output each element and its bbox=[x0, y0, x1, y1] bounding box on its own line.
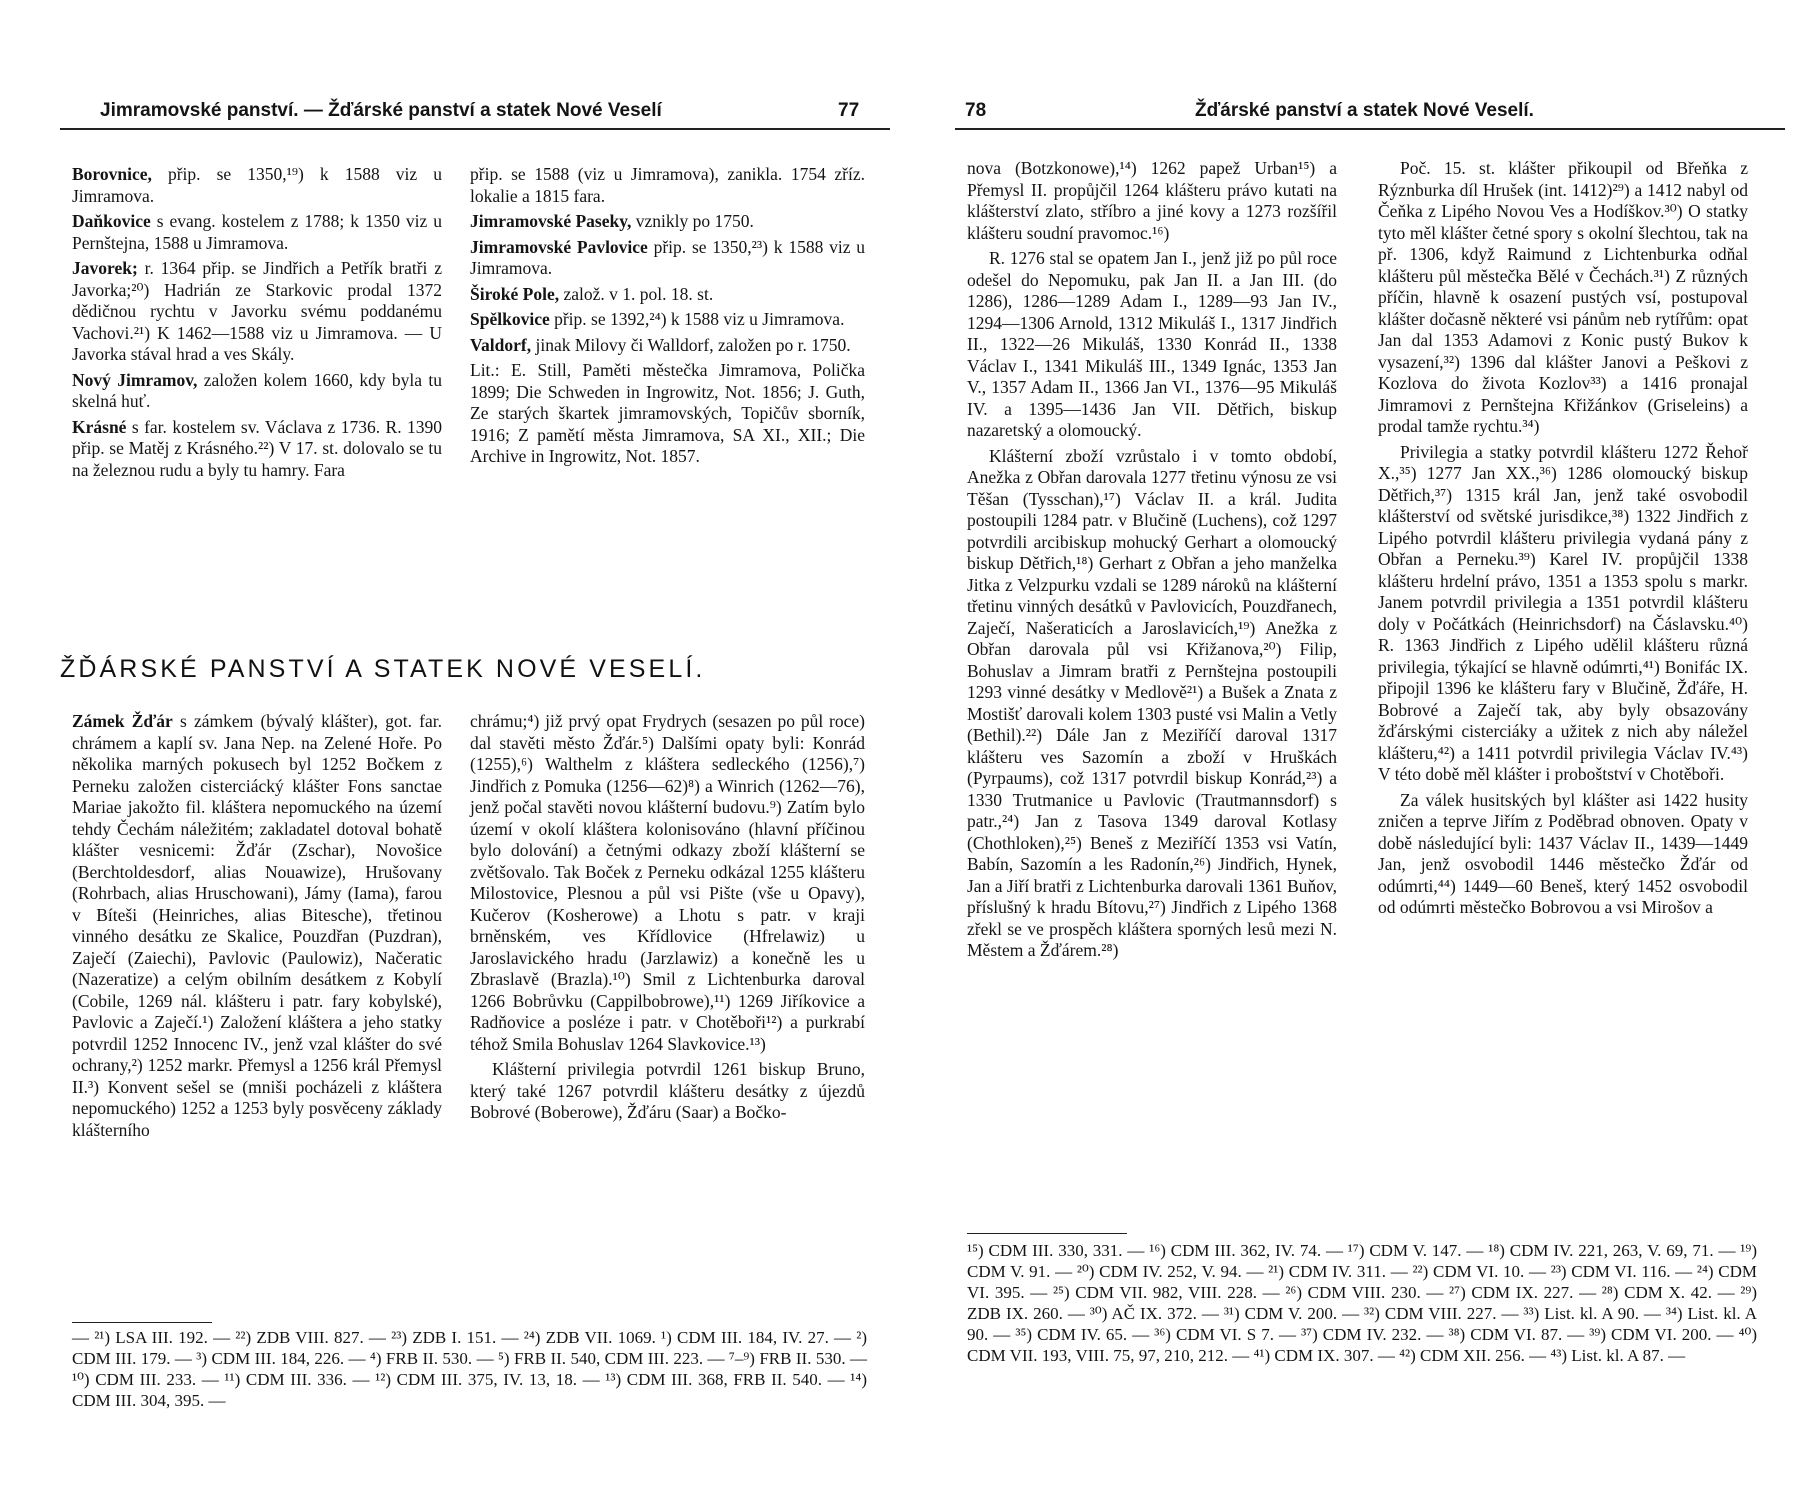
right-page bbox=[905, 0, 1810, 1500]
footnotes-right: ¹⁵) CDM III. 330, 331. — ¹⁶) CDM III. 362, IV. 74. — ¹⁷) CDM V. 147. — ¹⁸) CDM IV. 221, 263, V. 69, 71. — ¹⁹) CDM V. 91. — ²⁰) CDM IV. 252, V. 94. — ²¹) CDM IV. 311. — ²²) CDM VI. 10. — ²³) CDM VI. 116. — ²⁴) CDM VI. 395. — ²⁵) CDM VII. 982, VIII. 228. — ²⁶) CDM VIII. 230. — ²⁷) CDM IX. 227. — ²⁸) CDM X. 42. — ²⁹) ZDB IX. 260. — ³⁰) AČ IX. 372. — ³¹) CDM V. 200. — ³²) CDM VIII. 227. — ³³) List. kl. A 90. — ³⁴) List. kl. A 90. — ³⁵) CDM IV. 65. — ³⁶) CDM VI. S 7. — ³⁷) CDM IV. 232. — ³⁸) CDM VI. 87. — ³⁹) CDM VI. 200. — ⁴⁰) CDM VII. 193, VIII. 75, 97, 210, 212. — ⁴¹) CDM IX. 307. — ⁴²) CDM XII. 256. — ⁴³) List. kl. A 87. — bbox=[967, 1241, 1757, 1365]
column-right-1 bbox=[967, 158, 1337, 966]
paragraph bbox=[967, 446, 1337, 962]
footnotes-left: — ²¹) LSA III. 192. — ²²) ZDB VIII. 827. — ²³) ZDB I. 151. — ²⁴) ZDB VII. 1069. ¹) CDM III. 184, IV. 27. — ²) CDM III. 179. — ³) CDM III. 184, 226. — ⁴) FRB II. 530. — ⁵) FRB II. 540, CDM III. 223. — ⁷–⁹) FRB II. 530. — ¹⁰) CDM III. 233. — ¹¹) CDM III. 336. — ¹²) CDM III. 375, IV. 13, 18. — ¹³) CDM III. 368, FRB II. 540. — ¹⁴) CDM III. 304, 395. — bbox=[72, 1328, 867, 1410]
entry-text: Za válek husitských byl klášter asi 1422 husity zničen a teprve Jiřím z Poděbrad obnoven. Opaty v době následující byli: 1437 Václav II., 1439—1449 Jan, jenž osvobodil 1446 městečko Žďár od odúmrti,⁴⁴) 1449—60 Beneš, který 1452 osvobodil od odúmrti městečko Bobrovou a vsi Mirošov a bbox=[1378, 789, 1748, 917]
entry-text: přip. se 1350,¹⁹) k 1588 viz u Jimramova. bbox=[72, 164, 442, 206]
entry-text: jinak Milovy či Walldorf, založen po r. 1750. bbox=[531, 334, 851, 355]
entry-heading: Valdorf, bbox=[470, 334, 532, 355]
footnote-rule bbox=[967, 1233, 1127, 1234]
entry-heading: Spělkovice bbox=[470, 309, 550, 329]
column-left-2 bbox=[470, 164, 865, 472]
footnote-rule bbox=[72, 1322, 212, 1323]
entry-text: Privilegia a statky potvrdil klášteru 1272 Řehoř X.,³⁵) 1277 Jan XX.,³⁶) 1286 olomoucký biskup Dětřich,³⁷) 1315 král Jan, jenž také osvobodil klášterství od světské jurisdikce,³⁸) 1322 Jindřich z Lipého potvrdil klášteru privilegia vydaná pány z Obřan a Perneku.³⁹) Karel IV. propůjčil 1338 klášteru hrdelní právo, 1351 a 1353 spolu s markr. Janem potvrdil privilegia a 1351 potvrdil klášteru doly v Počátkách (Heinrichsdorf) na Čáslavsku.⁴⁰) R. 1363 Jindřich z Lipého udělil klášteru různá privilegia, týkající se hlavně odúmrti,⁴¹) Bonifác IX. připojil 1396 ke klášteru fary v Blučině, Žďáře, H. Bobrové a Zaječí tak, aby byly obsazovány žďárskými cisterciáky a užitek z nich aby náležel klášteru,⁴²) a 1411 potvrdil privilegia Václav IV.⁴³) V této době měl klášter i proboštství v Chotěboři. bbox=[1378, 441, 1748, 784]
column-right-2 bbox=[1378, 158, 1748, 923]
entry-text: R. 1276 stal se opatem Jan I., jenž již po půl roce odešel do Nepomuku, pak Jan II. a Jan III. (do 1286), 1286—1289 Adam I., 1289—93 Jan IV., 1294—1306 Arnold, 1312 Mikuláš I., 1317 Jindřich II., 1322—26 Mikuláš, 1330 Konrád II., 1338 Václav I., 1341 Mikuláš III., 1349 Ignác, 1353 Jan V., 1357 Adam II., 1366 Jan VI., 1376—95 Mikuláš IV. a 1395—1436 Jan VII. Dětřich, biskup nazaretský a olomoucký. bbox=[967, 248, 1337, 440]
entry-heading: Borovnice, bbox=[72, 164, 152, 184]
entry-text: nova (Botzkonowe),¹⁴) 1262 papež Urban¹⁵) a Přemysl II. propůjčil 1264 klášteru právo kutati na klášterství zlato, stříbro a jiné kovy a 1273 rozšířil klášteru soudní pravomoc.¹⁶) bbox=[967, 158, 1337, 243]
paragraph bbox=[72, 370, 442, 413]
entry-text: s evang. kostelem z 1788; k 1350 viz u Pernštejna, 1588 u Jimramova. bbox=[72, 211, 442, 253]
entry-text: přip. se 1392,²⁴) k 1588 viz u Jimramova. bbox=[549, 309, 845, 329]
paragraph bbox=[72, 711, 442, 1141]
entry-text: založen kolem 1660, kdy byla tu skelná huť. bbox=[72, 369, 442, 411]
running-header-left: Jimramovské panství. — Žďárské panství a statek Nové Veselí bbox=[100, 100, 662, 121]
paragraph bbox=[967, 158, 1337, 244]
paragraph bbox=[470, 335, 865, 357]
entry-heading: Nový Jimramov, bbox=[72, 369, 198, 390]
entry-text: vznikly po 1750. bbox=[631, 211, 754, 231]
paragraph bbox=[470, 1059, 865, 1124]
paragraph bbox=[470, 711, 865, 1055]
entry-text: s far. kostelem sv. Václava z 1736. R. 1390 přip. se Matěj z Krásného.²²) V 17. st. dolovalo se tu na železnou rudu a byly tu hamry. Fara bbox=[72, 416, 442, 480]
paragraph bbox=[470, 164, 865, 207]
paragraph bbox=[1378, 442, 1748, 786]
entry-text: Lit.: E. Still, Paměti městečka Jimramova, Polička 1899; Die Schweden in Ingrowitz, Not. 1856; J. Guth, Ze starých škartek jimramovských, Topičův sborník, 1916; Z pamětí města Jimramova, SA XI., XII.; Die Archive in Ingrowitz, Not. 1857. bbox=[470, 360, 865, 466]
paragraph bbox=[1378, 158, 1748, 438]
entry-text: Poč. 15. st. klášter přikoupil od Břeňka z Rýznburka díl Hrušek (int. 1412)²⁹) a 1412 nabyl od Čeňka z Lipého Novou Ves a Hodíškov.³⁰) O statky tyto měl klášter četné spory s okolní šlechtou, tak na př. 1306, když Raimund z Lichtenburka odňal klášteru půl městečka Bělé v Čechách.³¹) Z různých příčin, hlavně k osazení pustých vsí, postupoval klášter dočasně některé vsi pánům neb rytířům: opat Jan dal 1353 Adamovi z Konic pustý Bukov k vysazení,³²) 1396 dal klášter Janovi a Peškovi z Kozlova do života Kozlov³³) a 1416 pronajal Jimramovi z Pernštejna Křižánkov (Griseleins) a prodal tamže rychtu.³⁴) bbox=[1378, 158, 1748, 436]
entry-text: přip. se 1588 (viz u Jimramova), zanikla. 1754 zříz. lokalie a 1815 fara. bbox=[470, 164, 865, 206]
entry-text: s zámkem (bývalý klášter), got. far. chrámem a kaplí sv. Jana Nep. na Zelené Hoře. Po několika marných pokusech byl 1252 Bočkem z Perneku založen cisterciácký klášter Fons sanctae Mariae jakožto fil. kláštera nepomuckého na území tehdy Čechám náležitém; zakladatel dotoval bohatě klášter vesnicemi: Žďár (Zschar), Novošice (Berchtoldesdorf, alias Nouawize), Hrušovany (Rohrbach, alias Hruschowani), Jámy (Iama), farou v Bíteši (Heinriches, alias Bitesche), třetinou vinného desátku ze Skalice, Pouzdřan (Puzdran), Zaječí (Zaiechi), Pavlovic (Paulowiz), Načeratic (Nazeratize) a celým obilním desátkem z Kobylí (Cobile, 1269 nál. klášteru i patr. fary kobylské), Pavlovic a Zaječí.¹) Založení kláštera a jeho statky potvrdil 1252 Innocenc IV., jenž vzal klášter do své ochrany,²) 1252 markr. Přemysl a 1256 král Přemysl II.³) Konvent sešel se (mniši pocházeli z kláštera nepomuckého) 1252 a 1253 byly posvěceny základy klášterního bbox=[72, 711, 442, 1140]
entry-text: r. 1364 přip. se Jindřich a Petřík bratři z Javorka;²⁰) Hadrián ze Starkovic prodal 1372 dědičnou rychtu v Javorku svému poddanému Vachovi.²¹) K 1462—1588 viz u Jimramova. — U Javorka stával hrad a ves Skály. bbox=[72, 258, 442, 364]
entry-heading: Krásné bbox=[72, 416, 127, 437]
entry-heading: Zámek Žďár bbox=[72, 711, 173, 731]
paragraph bbox=[967, 248, 1337, 442]
entry-text: založ. v 1. pol. 18. st. bbox=[559, 283, 714, 304]
column-left-3 bbox=[72, 711, 442, 1145]
page-number-77: 77 bbox=[838, 100, 860, 121]
paragraph bbox=[470, 237, 865, 280]
entry-heading: Daňkovice bbox=[72, 211, 151, 231]
entry-text: Klášterní zboží vzrůstalo i v tomto období, Anežka z Obřan darovala 1277 třetinu výnosu ze vsi Těšan (Tysschan),¹⁷) Václav II. a král. Judita postoupili 1284 patr. v Blučině (Luchens), což 1297 potvrdili arcibiskup mohucký Gerhart a olomoucký biskup Dětřich,¹⁸) Gerhart z Obřan a jeho manželka Jitka z Velzpurku vzdali se 1289 nároků na klášterní třetinu vinných desátků v Pavlovicích, Pouzdřanech, Zaječí, Našeraticích a Jaroslavicích,¹⁹) Anežka z Obřan darovala půl vsi Křižanova,²⁰) Filip, Bohuslav a Jimram bratři z Pernštejna postoupili 1293 vinné desátky v Medlově²¹) a Bušek a Znata z Mostišť darovali kolem 1303 pusté vsi Malin a Vetly (Bethil).²²) Dále Jan z Meziříčí daroval 1317 klášteru ves Sazomín a zboží v Hruškách (Pyrpaums), což 1317 potvrdil biskup Konrád,²³) a 1330 Trutmanice u Pavlovic (Trautmannsdorf) s patr.,²⁴) Jan z Tasova 1349 daroval Kotlasy (Chothloken),²⁵) Beneš z Meziříčí 1353 vsi Vatín, Babín, Sazomín a les Radonín,²⁶) Jindřich, Hynek, Jan a Jiří bratři z Lichtenburka darovali 1361 Buňov, příslušný k hradu Bítovu,²⁷) Jindřich z Lipého 1368 zřekl se ve prospěch kláštera sporných lesů mezi N. Městem a Žďárem.²⁸) bbox=[967, 445, 1337, 960]
paragraph bbox=[470, 309, 865, 331]
paragraph bbox=[470, 211, 865, 233]
paragraph bbox=[72, 164, 442, 207]
paragraph bbox=[72, 211, 442, 254]
column-left-1 bbox=[72, 164, 442, 485]
header-rule bbox=[955, 128, 1785, 130]
entry-heading: Jimramovské Paseky, bbox=[470, 211, 632, 231]
entry-text: přip. se 1350,²³) k 1588 viz u Jimramova. bbox=[470, 236, 866, 278]
paragraph bbox=[72, 417, 442, 482]
entry-heading: Široké Pole, bbox=[470, 283, 560, 304]
page-number-78: 78 bbox=[965, 100, 987, 121]
paragraph bbox=[1378, 790, 1748, 919]
entry-heading: Jimramovské Pavlovice bbox=[470, 236, 648, 257]
paragraph bbox=[470, 284, 865, 306]
running-header-right: Žďárské panství a statek Nové Veselí. bbox=[1195, 100, 1534, 121]
header-rule bbox=[60, 128, 890, 130]
paragraph bbox=[72, 258, 442, 366]
paragraph bbox=[470, 360, 865, 468]
section-title: ŽĎÁRSKÉ PANSTVÍ A STATEK NOVÉ VESELÍ. bbox=[60, 655, 706, 683]
column-left-4 bbox=[470, 711, 865, 1128]
entry-text: chrámu;⁴) již prvý opat Frydrych (sesazen po půl roce) dal stavěti město Žďár.⁵) Dalšími opaty byli: Konrád (1255),⁶) Walthelm z kláštera sedleckého (1256),⁷) Jindřich z Pomuka (1256—62)⁸) a Winrich (1262—76), jenž počal stavěti novou klášterní budovu.⁹) Zatím bylo území v okolí kláštera kolonisováno (hlavní příčinou bylo dolování) a četnými odkazy zboží klášterní se zvětšovalo. Tak Boček z Perneku odkázal 1255 klášteru Milostovice, Plesnou a půl vsi Pište (vše u Opavy), Kučerov (Kosherowe) a Lhotu s patr. v kraji brněnském, ves Křídlovice (Hfrelawiz) u Jaroslavického hradu (Jarzlawiz) a konečně les u Zbraslavě (Brazla).¹⁰) Smil z Lichtenburka daroval 1266 Bobrůvku (Cappilbobrowe),¹¹) 1269 Jiříkovice a Radňovice a posléze i patr. v Chotěboři¹²) a purkrabí téhož Smila Bohuslav 1264 Slavkovice.¹³) bbox=[470, 711, 865, 1054]
entry-text: Klášterní privilegia potvrdil 1261 biskup Bruno, který také 1267 potvrdil klášteru desátky z újezdů Bobrové (Boberowe), Žďáru (Saar) a Bočko- bbox=[470, 1059, 865, 1122]
entry-heading: Javorek; bbox=[72, 258, 138, 278]
